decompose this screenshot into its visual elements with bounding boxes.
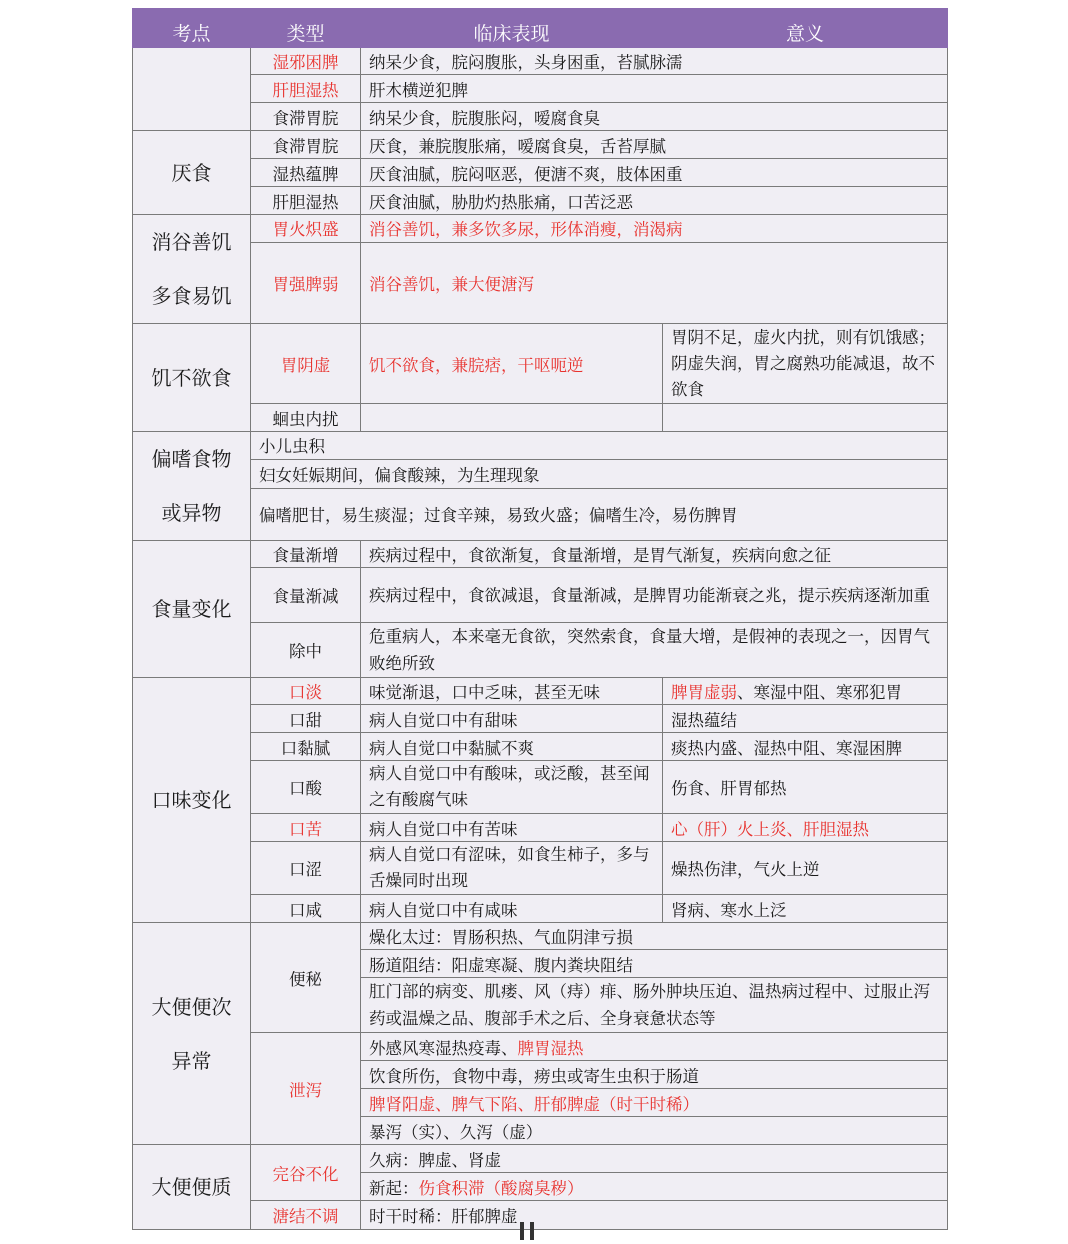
symptom-cell: 小儿虫积	[251, 432, 948, 460]
table-row	[133, 187, 948, 215]
type-cell: 胃阴虚	[251, 324, 361, 404]
type-cell: 胃强脾弱	[251, 242, 361, 324]
table-row	[133, 48, 948, 75]
table-row	[133, 75, 948, 103]
table-row	[133, 242, 948, 324]
table-row	[133, 814, 948, 842]
table-header-row	[133, 9, 948, 48]
meaning-cell: 燥热伤津，气火上逆	[663, 842, 948, 895]
table-row	[133, 842, 948, 895]
kaodian-line: 消谷善饥	[151, 230, 232, 254]
meaning-cell: 胃阴不足，虚火内扰，则有饥饿感；阴虚失润，胃之腐熟功能减退，故不欲食	[663, 324, 948, 404]
kaodian-line: 异常	[171, 1048, 212, 1073]
symptom-cell: 暴泻（实）、久泻（虚）	[361, 1117, 948, 1145]
tcm-diagnosis-table	[132, 8, 948, 1230]
kaodian-cell: 食量变化	[133, 541, 251, 678]
kaodian-cell: 厌食	[133, 131, 251, 215]
symptom-cell	[361, 1033, 948, 1061]
symptom-cell: 肠道阻结：阳虚寒凝、腹内粪块阻结	[361, 950, 948, 978]
symptom-cell: 饮食所伤，食物中毒，痨虫或寄生虫积于肠道	[361, 1061, 948, 1089]
meaning-cell	[663, 678, 948, 705]
table-row	[133, 923, 948, 950]
type-cell: 湿邪困脾	[251, 48, 361, 75]
symptom-cell: 病人自觉口中有甜味	[361, 705, 663, 733]
kaodian-cell	[133, 215, 251, 324]
kaodian-cell: 大便便质	[133, 1145, 251, 1230]
table-row	[133, 159, 948, 187]
symptom-cell: 厌食油腻，脘闷呕恶，便溏不爽，肢体困重	[361, 159, 948, 187]
table-row	[133, 103, 948, 131]
symptom-text: 新起：	[369, 1178, 419, 1198]
table-row	[133, 1145, 948, 1173]
symptom-red: 伤食积滞（酸腐臭秽）	[418, 1178, 584, 1198]
table-row	[133, 761, 948, 814]
type-cell: 便秘	[251, 923, 361, 1033]
symptom-cell: 脾肾阳虚、脾气下陷、肝郁脾虚（时干时稀）	[361, 1089, 948, 1117]
symptom-red: 脾胃湿热	[517, 1038, 584, 1058]
type-cell: 食量渐增	[251, 541, 361, 568]
type-cell: 溏结不调	[251, 1201, 361, 1230]
type-cell: 口淡	[251, 678, 361, 705]
symptom-cell: 危重病人，本来毫无食欲，突然索食，食量大增，是假神的表现之一，因胃气败绝所致	[361, 623, 948, 678]
header-leixing: 类型	[251, 9, 361, 48]
symptom-cell: 病人自觉口中有苦味	[361, 814, 663, 842]
kaodian-line: 多食易饥	[151, 284, 232, 308]
symptom-cell: 厌食，兼脘腹胀痛，嗳腐食臭，舌苔厚腻	[361, 131, 948, 159]
table-row	[133, 432, 948, 460]
kaodian-cell	[133, 923, 251, 1145]
symptom-cell: 时干时稀：肝郁脾虚	[361, 1201, 948, 1230]
type-cell: 口黏腻	[251, 733, 361, 761]
header-linchuang: 临床表现	[361, 9, 663, 48]
symptom-cell: 病人自觉口中有咸味	[361, 895, 663, 923]
type-cell: 口涩	[251, 842, 361, 895]
table-row	[133, 324, 948, 404]
symptom-cell: 病人自觉口中有酸味，或泛酸，甚至闻之有酸腐气味	[361, 761, 663, 814]
type-cell: 泄泻	[251, 1033, 361, 1145]
symptom-cell: 病人自觉口中黏腻不爽	[361, 733, 663, 761]
meaning-cell: 湿热蕴结	[663, 705, 948, 733]
kaodian-cell: 口味变化	[133, 678, 251, 923]
meaning-cell: 心（肝）火上炎、肝胆湿热	[663, 814, 948, 842]
kaodian-line: 大便便次	[151, 994, 232, 1019]
symptom-cell: 妇女妊娠期间，偏食酸辣，为生理现象	[251, 459, 948, 488]
symptom-cell: 纳呆少食，脘腹胀闷，嗳腐食臭	[361, 103, 948, 131]
meaning-text: 、寒湿中阻、寒邪犯胃	[737, 683, 902, 702]
pause-icon	[520, 1222, 564, 1242]
symptom-cell: 味觉渐退，口中乏味，甚至无味	[361, 678, 663, 705]
symptom-cell	[361, 404, 663, 432]
type-cell: 完谷不化	[251, 1145, 361, 1201]
kaodian-cell: 饥不欲食	[133, 324, 251, 432]
symptom-cell	[361, 1173, 948, 1201]
symptom-cell: 病人自觉口有涩味，如食生柿子，多与舌燥同时出现	[361, 842, 663, 895]
table-row	[133, 705, 948, 733]
table-row	[133, 733, 948, 761]
table-row	[133, 488, 948, 540]
kaodian-cell	[133, 432, 251, 541]
kaodian-cell	[133, 48, 251, 131]
type-cell: 肝胆湿热	[251, 75, 361, 103]
type-cell: 肝胆湿热	[251, 187, 361, 215]
symptom-text: 消谷善饥，兼多饮多尿，形体消瘦，消渴病	[369, 220, 683, 240]
symptom-cell: 厌食油腻，胁肋灼热胀痛，口苦泛恶	[361, 187, 948, 215]
table-row	[133, 541, 948, 568]
type-cell: 食量渐减	[251, 568, 361, 623]
table-row	[133, 623, 948, 678]
kaodian-line: 或异物	[161, 501, 222, 525]
type-cell: 口酸	[251, 761, 361, 814]
symptom-cell: 疾病过程中，食欲渐复，食量渐增，是胃气渐复，疾病向愈之征	[361, 541, 948, 568]
meaning-cell	[663, 404, 948, 432]
table-row	[133, 1033, 948, 1061]
type-cell: 除中	[251, 623, 361, 678]
symptom-cell: 久病：脾虚、肾虚	[361, 1145, 948, 1173]
table-row	[133, 568, 948, 623]
table-row	[133, 131, 948, 159]
type-cell: 口苦	[251, 814, 361, 842]
type-cell: 口咸	[251, 895, 361, 923]
header-yiyi: 意义	[663, 9, 948, 48]
type-cell: 胃火炽盛	[251, 215, 361, 243]
header-kaodian: 考点	[133, 9, 251, 48]
symptom-cell: 燥化太过：胃肠积热、气血阴津亏损	[361, 923, 948, 950]
type-cell: 蛔虫内扰	[251, 404, 361, 432]
symptom-cell: 肛门部的病变、肌瘘、风（痔）痱、肠外肿块压迫、温热病过程中、过服止泻药或温燥之品、腹部手术之后、全身衰惫状态等	[361, 978, 948, 1033]
table-row	[133, 404, 948, 432]
symptom-cell: 肝木横逆犯脾	[361, 75, 948, 103]
kaodian-line: 偏嗜食物	[151, 447, 232, 471]
symptom-cell: 消谷善饥，兼大便溏泻	[361, 242, 948, 324]
symptom-cell: 饥不欲食，兼脘痞，干呕呃逆	[361, 324, 663, 404]
table-row	[133, 215, 948, 243]
symptom-text: 外感风寒湿热疫毒、	[369, 1038, 518, 1058]
type-cell: 口甜	[251, 705, 361, 733]
table-row	[133, 678, 948, 705]
symptom-cell	[361, 215, 948, 243]
type-cell: 食滞胃脘	[251, 131, 361, 159]
type-cell: 食滞胃脘	[251, 103, 361, 131]
meaning-cell: 肾病、寒水上泛	[663, 895, 948, 923]
table-row	[133, 895, 948, 923]
meaning-cell: 痰热内盛、湿热中阻、寒湿困脾	[663, 733, 948, 761]
meaning-red: 脾胃虚弱	[671, 683, 737, 702]
symptom-cell: 偏嗜肥甘，易生痰湿；过食辛辣，易致火盛；偏嗜生冷，易伤脾胃	[251, 488, 948, 540]
meaning-cell: 伤食、肝胃郁热	[663, 761, 948, 814]
table-row	[133, 459, 948, 488]
symptom-cell: 纳呆少食，脘闷腹胀，头身困重，苔腻脉濡	[361, 48, 948, 75]
type-cell: 湿热蕴脾	[251, 159, 361, 187]
symptom-cell: 疾病过程中，食欲减退，食量渐减，是脾胃功能渐衰之兆，提示疾病逐渐加重	[361, 568, 948, 623]
